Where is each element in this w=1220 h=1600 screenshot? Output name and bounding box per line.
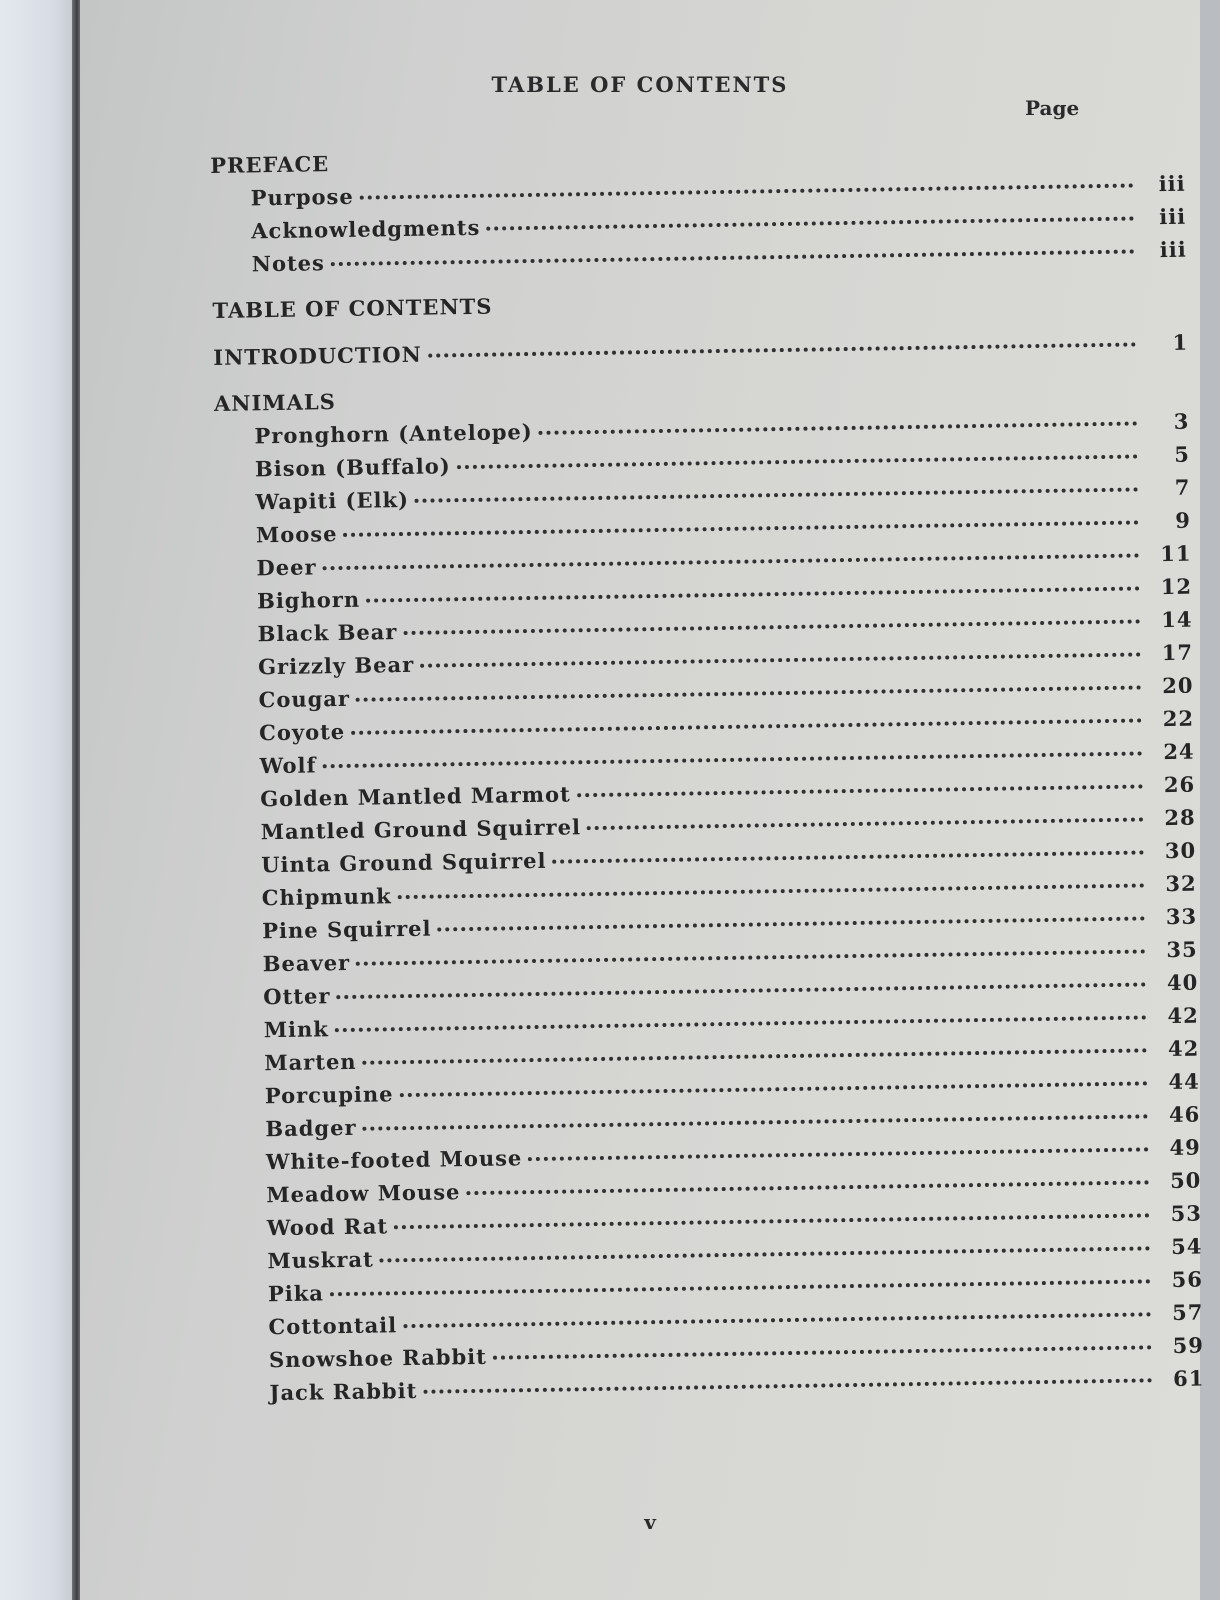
- toc-entry-label: Wood Rat: [266, 1213, 389, 1241]
- dot-leader: [343, 520, 1139, 536]
- toc-entry-label: Otter: [263, 983, 331, 1010]
- toc-entry-label: Beaver: [262, 949, 351, 977]
- toc-entry-page: 7: [1174, 474, 1191, 500]
- facing-page-edge: [0, 0, 78, 1600]
- animals-list: [214, 405, 1204, 1410]
- dot-leader: [356, 685, 1142, 701]
- toc-entry-page: 42: [1167, 1002, 1199, 1029]
- book-page: [80, 0, 1205, 1600]
- dot-leader: [394, 1213, 1150, 1229]
- toc-entry-page: 35: [1166, 936, 1198, 963]
- dot-leader: [486, 216, 1134, 230]
- dot-leader: [438, 916, 1146, 931]
- toc-entry-label: Badger: [265, 1114, 357, 1142]
- dot-leader: [363, 1114, 1149, 1130]
- dot-leader: [331, 249, 1135, 266]
- toc-entry-page: 1: [1172, 329, 1189, 355]
- toc-entry-page: 33: [1165, 903, 1198, 930]
- toc-entry-page: 14: [1161, 606, 1193, 633]
- dot-leader: [399, 1081, 1147, 1097]
- toc-entry-label: Meadow Mouse: [266, 1179, 461, 1208]
- toc-entry-label: Porcupine: [264, 1081, 394, 1109]
- toc-entry-label: Cougar: [258, 685, 351, 713]
- dot-leader: [356, 949, 1146, 965]
- toc-entry-label: Wolf: [259, 752, 317, 779]
- toc-entry-page: 26: [1163, 771, 1196, 798]
- toc-entry-page: 53: [1170, 1200, 1203, 1227]
- toc-entry-page: 9: [1175, 507, 1192, 533]
- toc-entry-label: Grizzly Bear: [257, 651, 415, 680]
- page-title: TABLE OF CONTENTS: [491, 72, 789, 97]
- toc-entry-label: Coyote: [258, 718, 346, 746]
- dot-leader: [360, 183, 1134, 199]
- section-heading-preface: PREFACE: [210, 151, 330, 178]
- toc-entry-label: Moose: [255, 521, 338, 548]
- toc-entry-label: Mantled Ground Squirrel: [260, 814, 582, 845]
- dot-leader: [493, 1345, 1152, 1359]
- section-heading-animals: ANIMALS: [213, 389, 336, 416]
- dot-leader: [335, 1015, 1147, 1032]
- toc-entry-label: Pronghorn (Antelope): [254, 418, 533, 449]
- toc-entry-label: Black Bear: [257, 619, 398, 647]
- toc-entry-label: Chipmunk: [261, 883, 392, 911]
- toc-entry-label: Wapiti (Elk): [255, 486, 410, 515]
- toc-entry-page: iii: [1159, 236, 1187, 263]
- toc-entry-page: 57: [1171, 1299, 1204, 1326]
- dot-leader: [323, 751, 1143, 768]
- dot-leader: [336, 982, 1146, 999]
- dot-leader: [577, 784, 1143, 797]
- dot-leader: [428, 342, 1136, 357]
- dot-leader: [423, 1378, 1152, 1393]
- page-number-folio: v: [644, 1510, 656, 1534]
- dot-leader: [366, 586, 1140, 602]
- dot-leader: [420, 652, 1141, 667]
- toc-entry-page: 28: [1164, 804, 1196, 831]
- toc-entry-label: Purpose: [250, 183, 354, 211]
- toc-entry-page: 49: [1169, 1134, 1201, 1161]
- dot-leader: [330, 1279, 1151, 1296]
- dot-leader: [587, 817, 1144, 830]
- toc-entry-page: 11: [1160, 540, 1192, 567]
- toc-entry-page: 22: [1162, 705, 1195, 732]
- toc-entry-label: White-footed Mouse: [265, 1145, 523, 1175]
- toc-entry-page: 32: [1165, 870, 1197, 897]
- toc-entry-label: Pine Squirrel: [262, 915, 432, 944]
- dot-leader: [403, 1312, 1151, 1328]
- toc-entry-label: INTRODUCTION: [213, 341, 423, 370]
- toc-entry-label: Bighorn: [256, 586, 361, 614]
- dot-leader: [466, 1180, 1149, 1195]
- toc-entry-label: Uinta Ground Squirrel: [261, 847, 547, 878]
- toc-entry-label: Mink: [263, 1016, 330, 1043]
- dot-leader: [398, 883, 1145, 899]
- toc-entry-page: 12: [1160, 573, 1193, 600]
- dot-leader: [363, 1048, 1148, 1064]
- dot-leader: [323, 553, 1140, 570]
- toc-entry-page: 24: [1163, 738, 1195, 765]
- toc-entry-page: iii: [1158, 170, 1186, 197]
- dot-leader: [457, 454, 1138, 469]
- toc-entry-label: Deer: [256, 554, 317, 581]
- toc-entry-page: 20: [1162, 672, 1194, 699]
- table-of-contents: [210, 135, 1205, 1410]
- toc-entry-page: 30: [1164, 837, 1197, 864]
- toc-entry-label: Snowshoe Rabbit: [268, 1343, 488, 1373]
- toc-entry-page: 5: [1174, 441, 1191, 467]
- toc-entry-label: Notes: [251, 250, 326, 277]
- toc-entry-page: 40: [1166, 969, 1199, 996]
- section-heading-contents: TABLE OF CONTENTS: [212, 293, 493, 323]
- toc-entry-label: Marten: [264, 1048, 357, 1076]
- dot-leader: [539, 421, 1138, 434]
- toc-entry-label: Jack Rabbit: [269, 1377, 418, 1406]
- toc-entry-page: 54: [1170, 1233, 1203, 1260]
- page-column-label: Page: [1025, 96, 1080, 120]
- toc-entry-label: Pika: [267, 1280, 325, 1307]
- toc-entry-page: 59: [1172, 1332, 1205, 1359]
- preface-list: [211, 167, 1187, 281]
- dot-leader: [380, 1246, 1151, 1262]
- dot-leader: [528, 1147, 1149, 1161]
- toc-entry-page: 3: [1173, 408, 1190, 434]
- dot-leader: [552, 850, 1144, 863]
- toc-entry-label: Muskrat: [267, 1246, 374, 1274]
- toc-entry-label: Cottontail: [268, 1312, 398, 1340]
- toc-entry-page: 56: [1171, 1266, 1204, 1293]
- toc-entry-page: iii: [1159, 203, 1187, 230]
- toc-entry-page: 50: [1169, 1167, 1202, 1194]
- toc-entry-label: Golden Mantled Marmot: [260, 781, 571, 812]
- toc-entry-page: 61: [1172, 1365, 1205, 1392]
- toc-entry-label: Bison (Buffalo): [254, 453, 451, 482]
- dot-leader: [403, 619, 1140, 635]
- toc-entry-page: 44: [1168, 1068, 1200, 1095]
- toc-entry-page: 17: [1161, 639, 1194, 666]
- dot-leader: [415, 487, 1139, 502]
- dot-leader: [351, 718, 1142, 734]
- toc-entry-page: 46: [1168, 1101, 1201, 1128]
- toc-entry-label: Acknowledgments: [251, 214, 481, 244]
- toc-entry-page: 42: [1167, 1035, 1200, 1062]
